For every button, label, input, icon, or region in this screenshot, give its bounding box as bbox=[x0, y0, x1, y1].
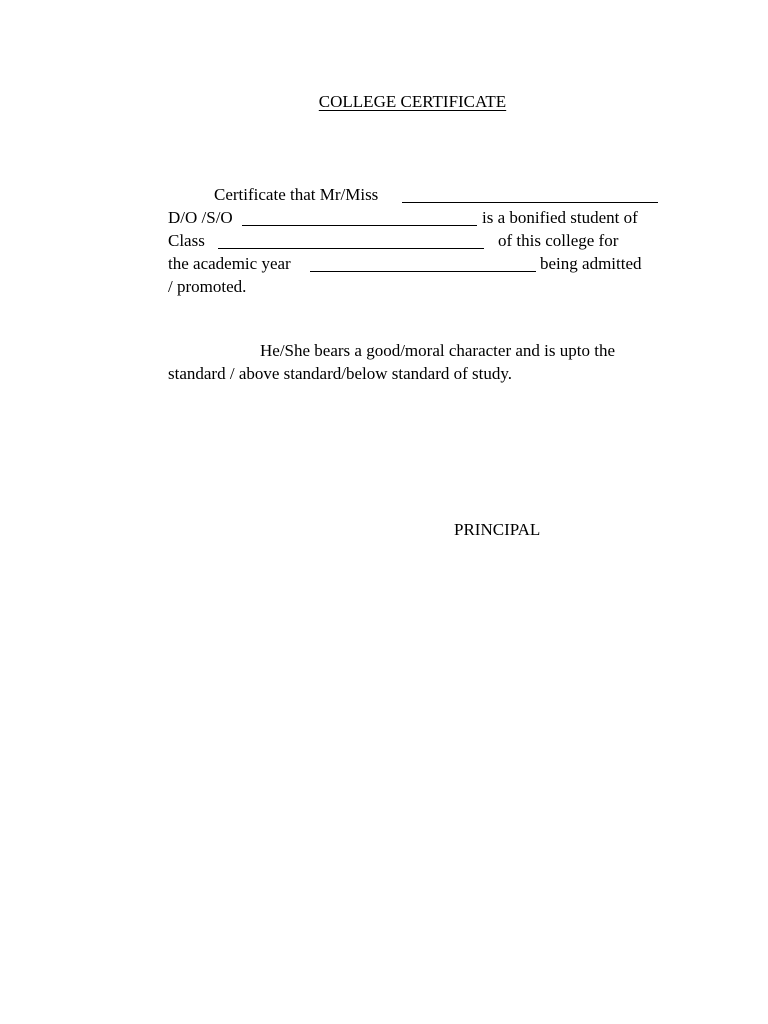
certificate-paragraph bbox=[168, 183, 658, 298]
class-blank bbox=[218, 226, 484, 249]
character-statement: He/She bears a good/moral character and is upto the bbox=[260, 341, 615, 360]
academic-year-blank bbox=[310, 249, 536, 272]
class-label: Class bbox=[168, 231, 205, 250]
being-admitted-label: being admitted bbox=[540, 254, 642, 273]
character-line-2 bbox=[168, 362, 658, 385]
principal-signature-label: PRINCIPAL bbox=[454, 520, 541, 539]
name-blank bbox=[402, 180, 658, 203]
parent-name-blank bbox=[242, 203, 477, 226]
paragraph-line-4 bbox=[168, 252, 658, 275]
character-paragraph bbox=[168, 339, 658, 385]
promoted-label: / promoted. bbox=[168, 277, 247, 296]
certificate-that-label: Certificate that Mr/Miss bbox=[214, 185, 379, 204]
parent-relation-label: D/O /S/O bbox=[168, 208, 233, 227]
academic-year-label: the academic year bbox=[168, 254, 291, 273]
standard-statement: standard / above standard/below standard of study. bbox=[168, 364, 513, 383]
document-title: COLLEGE CERTIFICATE bbox=[318, 92, 507, 111]
character-line-1 bbox=[168, 339, 658, 362]
of-this-college-label: of this college for bbox=[498, 231, 619, 250]
bonafide-student-label: is a bonified student of bbox=[482, 208, 638, 227]
paragraph-line-5 bbox=[168, 275, 658, 298]
